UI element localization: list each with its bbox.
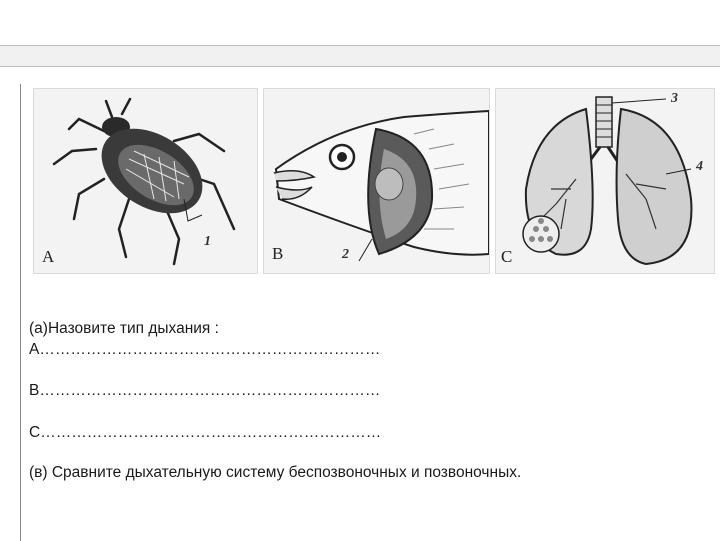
left-margin-line	[20, 84, 21, 541]
question-b-title: (в) Сравните дыхательную систему беспозвоночных и позвоночных.	[29, 464, 522, 481]
answer-line-a: А…………………………………………………………	[29, 341, 381, 358]
beetle-illustration-icon	[34, 89, 257, 273]
fish-gill-illustration-icon	[264, 89, 489, 273]
figure-c-callout-lung: 4	[696, 159, 703, 174]
figure-c-callout-trachea: 3	[671, 91, 678, 106]
figure-a-panel	[33, 88, 258, 274]
figure-b-callout: 2	[342, 247, 349, 262]
lungs-illustration-icon	[496, 89, 714, 273]
figure-b-panel	[263, 88, 490, 274]
figure-c-panel	[495, 88, 715, 274]
figure-a-label: A	[42, 247, 55, 266]
figure-c-label: C	[501, 247, 513, 266]
top-toolbar-band	[0, 45, 720, 67]
figure-b-label: B	[272, 244, 284, 263]
figure-a-callout: 1	[204, 234, 211, 249]
answer-line-c: С…………………………………………………………	[29, 424, 382, 441]
question-a-title: (а)Назовите тип дыхания :	[29, 320, 219, 337]
answer-line-b: В…………………………………………………………	[29, 382, 381, 399]
